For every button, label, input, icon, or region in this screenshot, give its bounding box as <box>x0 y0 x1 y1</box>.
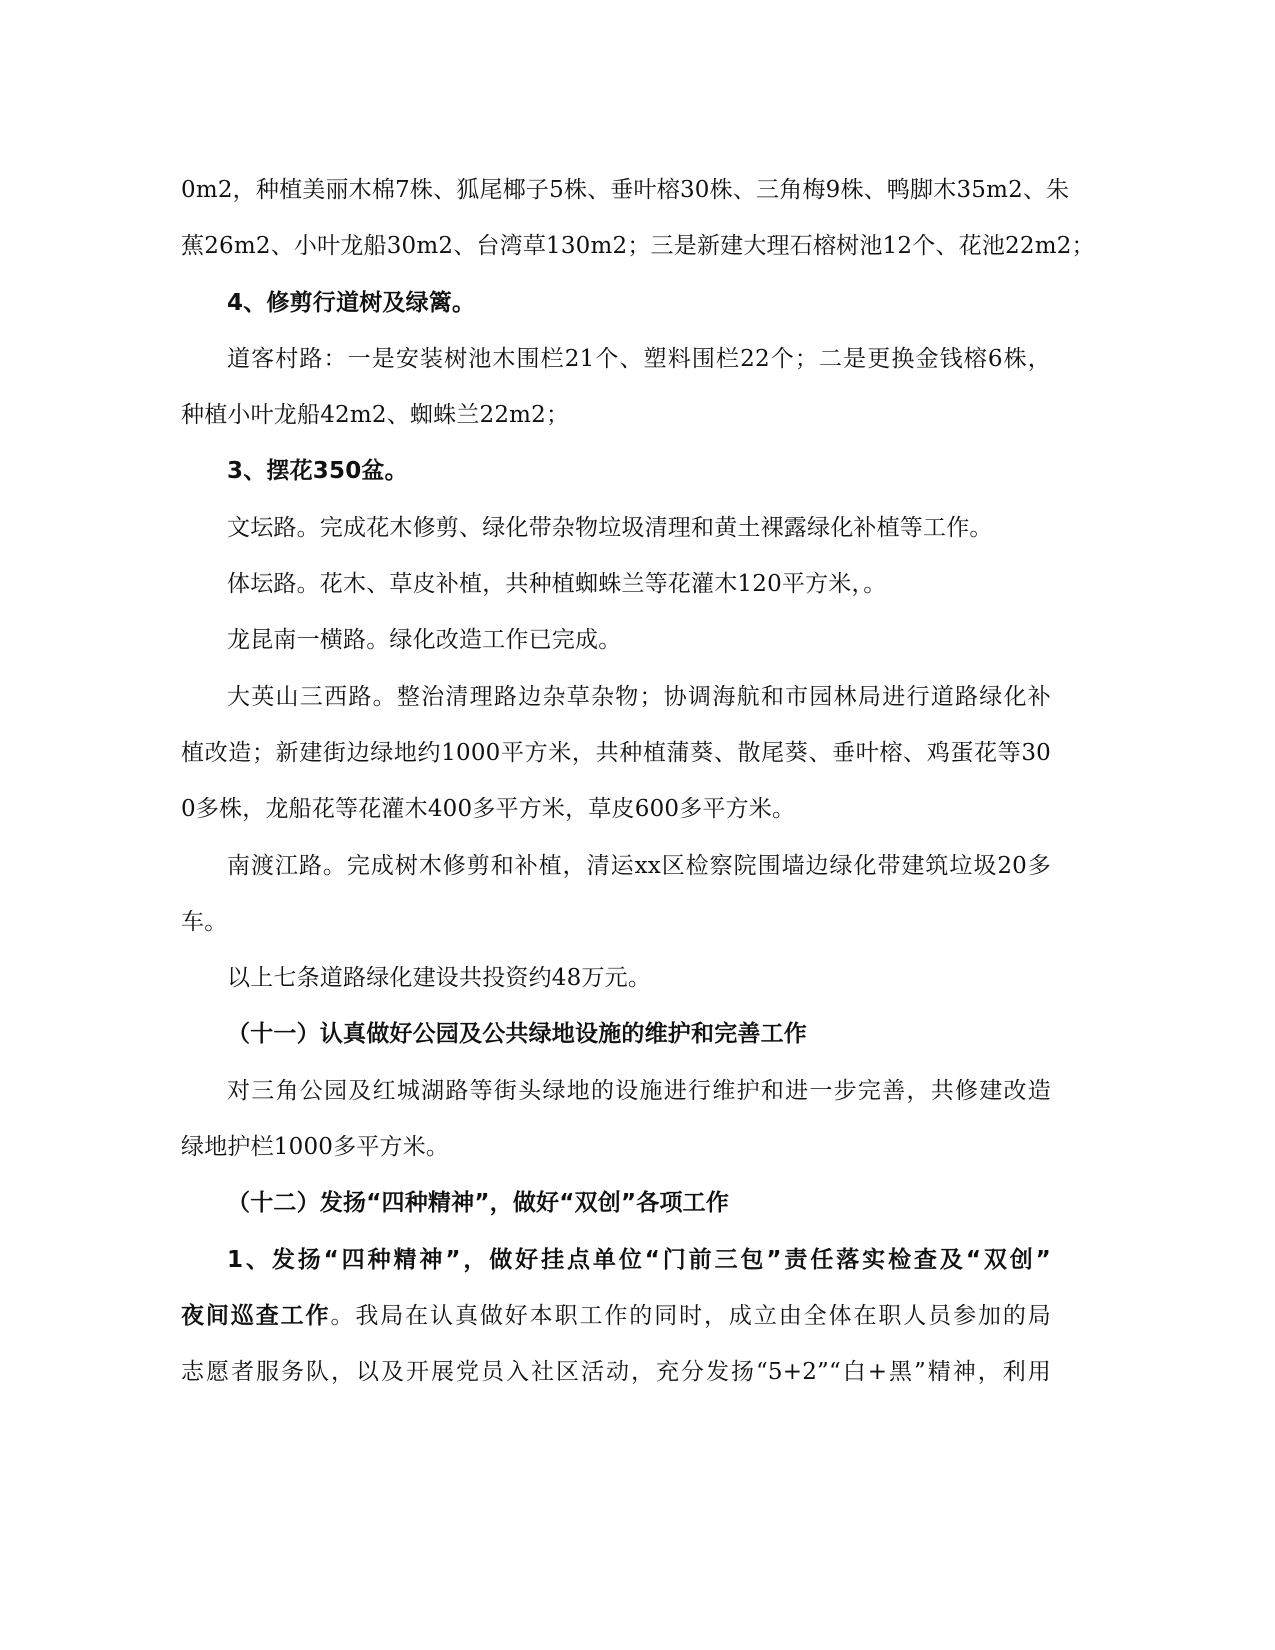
paragraph-line: 植改造；新建街边绿地约1000平方米，共种植蒲葵、散尾葵、垂叶榕、鸡蛋花等30 <box>181 739 1051 766</box>
paragraph-text: 。我局在认真做好本职工作的同时，成立由全体在职人员参加的局 <box>330 1302 1051 1329</box>
section-heading: 1、发扬“四种精神”，做好挂点单位“门前三包”责任落实检查及“双创” <box>227 1246 1051 1273</box>
section-heading: 3、摆花350盆。 <box>227 458 408 485</box>
paragraph-line: 龙昆南一横路。绿化改造工作已完成。 <box>227 627 622 654</box>
paragraph-line: 0m2，种植美丽木棉7株、狐尾椰子5株、垂叶榕30株、三角梅9株、鸭脚木35m2、朱 <box>181 177 1070 203</box>
paragraph-line <box>181 1288 1051 1344</box>
paragraph-line: 体坛路。花木、草皮补植，共种植蜘蛛兰等花灌木120平方米，。 <box>227 571 887 598</box>
paragraph-line: 种植小叶龙船42m2、蜘蛛兰22m2； <box>181 402 570 429</box>
paragraph-line: 道客村路：一是安装树池木围栏21个、塑料围栏22个；二是更换金钱榕6株， <box>227 345 1051 372</box>
section-heading: （十二）发扬“四种精神”，做好“双创”各项工作 <box>227 1190 730 1217</box>
paragraph-line: 绿地护栏1000多平方米。 <box>181 1134 450 1161</box>
paragraph-line: 0多株，龙船花等花灌木400多平方米，草皮600多平方米。 <box>181 796 796 823</box>
paragraph-line: 对三角公园及红城湖路等街头绿地的设施进行维护和进一步完善，共修建改造 <box>227 1077 1051 1104</box>
paragraph-line: 蕉26m2、小叶龙船30m2、台湾草130m2；三是新建大理石榕树池12个、花池22m2； <box>181 233 1095 260</box>
paragraph-line: 志愿者服务队，以及开展党员入社区活动，充分发扬“5+2”“白+黑”精神，利用 <box>181 1359 1051 1386</box>
paragraph-line: 大英山三西路。整治清理路边杂草杂物；协调海航和市园林局进行道路绿化补 <box>227 683 1051 710</box>
section-heading: （十一）认真做好公园及公共绿地设施的维护和完善工作 <box>227 1021 807 1048</box>
paragraph-line: 以上七条道路绿化建设共投资约48万元。 <box>227 965 652 992</box>
paragraph-line: 车。 <box>181 908 228 935</box>
document-body <box>181 162 1095 1401</box>
paragraph-line: 文坛路。完成花木修剪、绿化带杂物垃圾清理和黄土裸露绿化补植等工作。 <box>227 514 993 541</box>
paragraph-line: 南渡江路。完成树木修剪和补植，清运xx区检察院围墙边绿化带建筑垃圾20多 <box>227 852 1051 879</box>
heading-continuation: 夜间巡查工作 <box>181 1302 331 1329</box>
section-heading: 4、修剪行道树及绿篱。 <box>227 289 476 316</box>
